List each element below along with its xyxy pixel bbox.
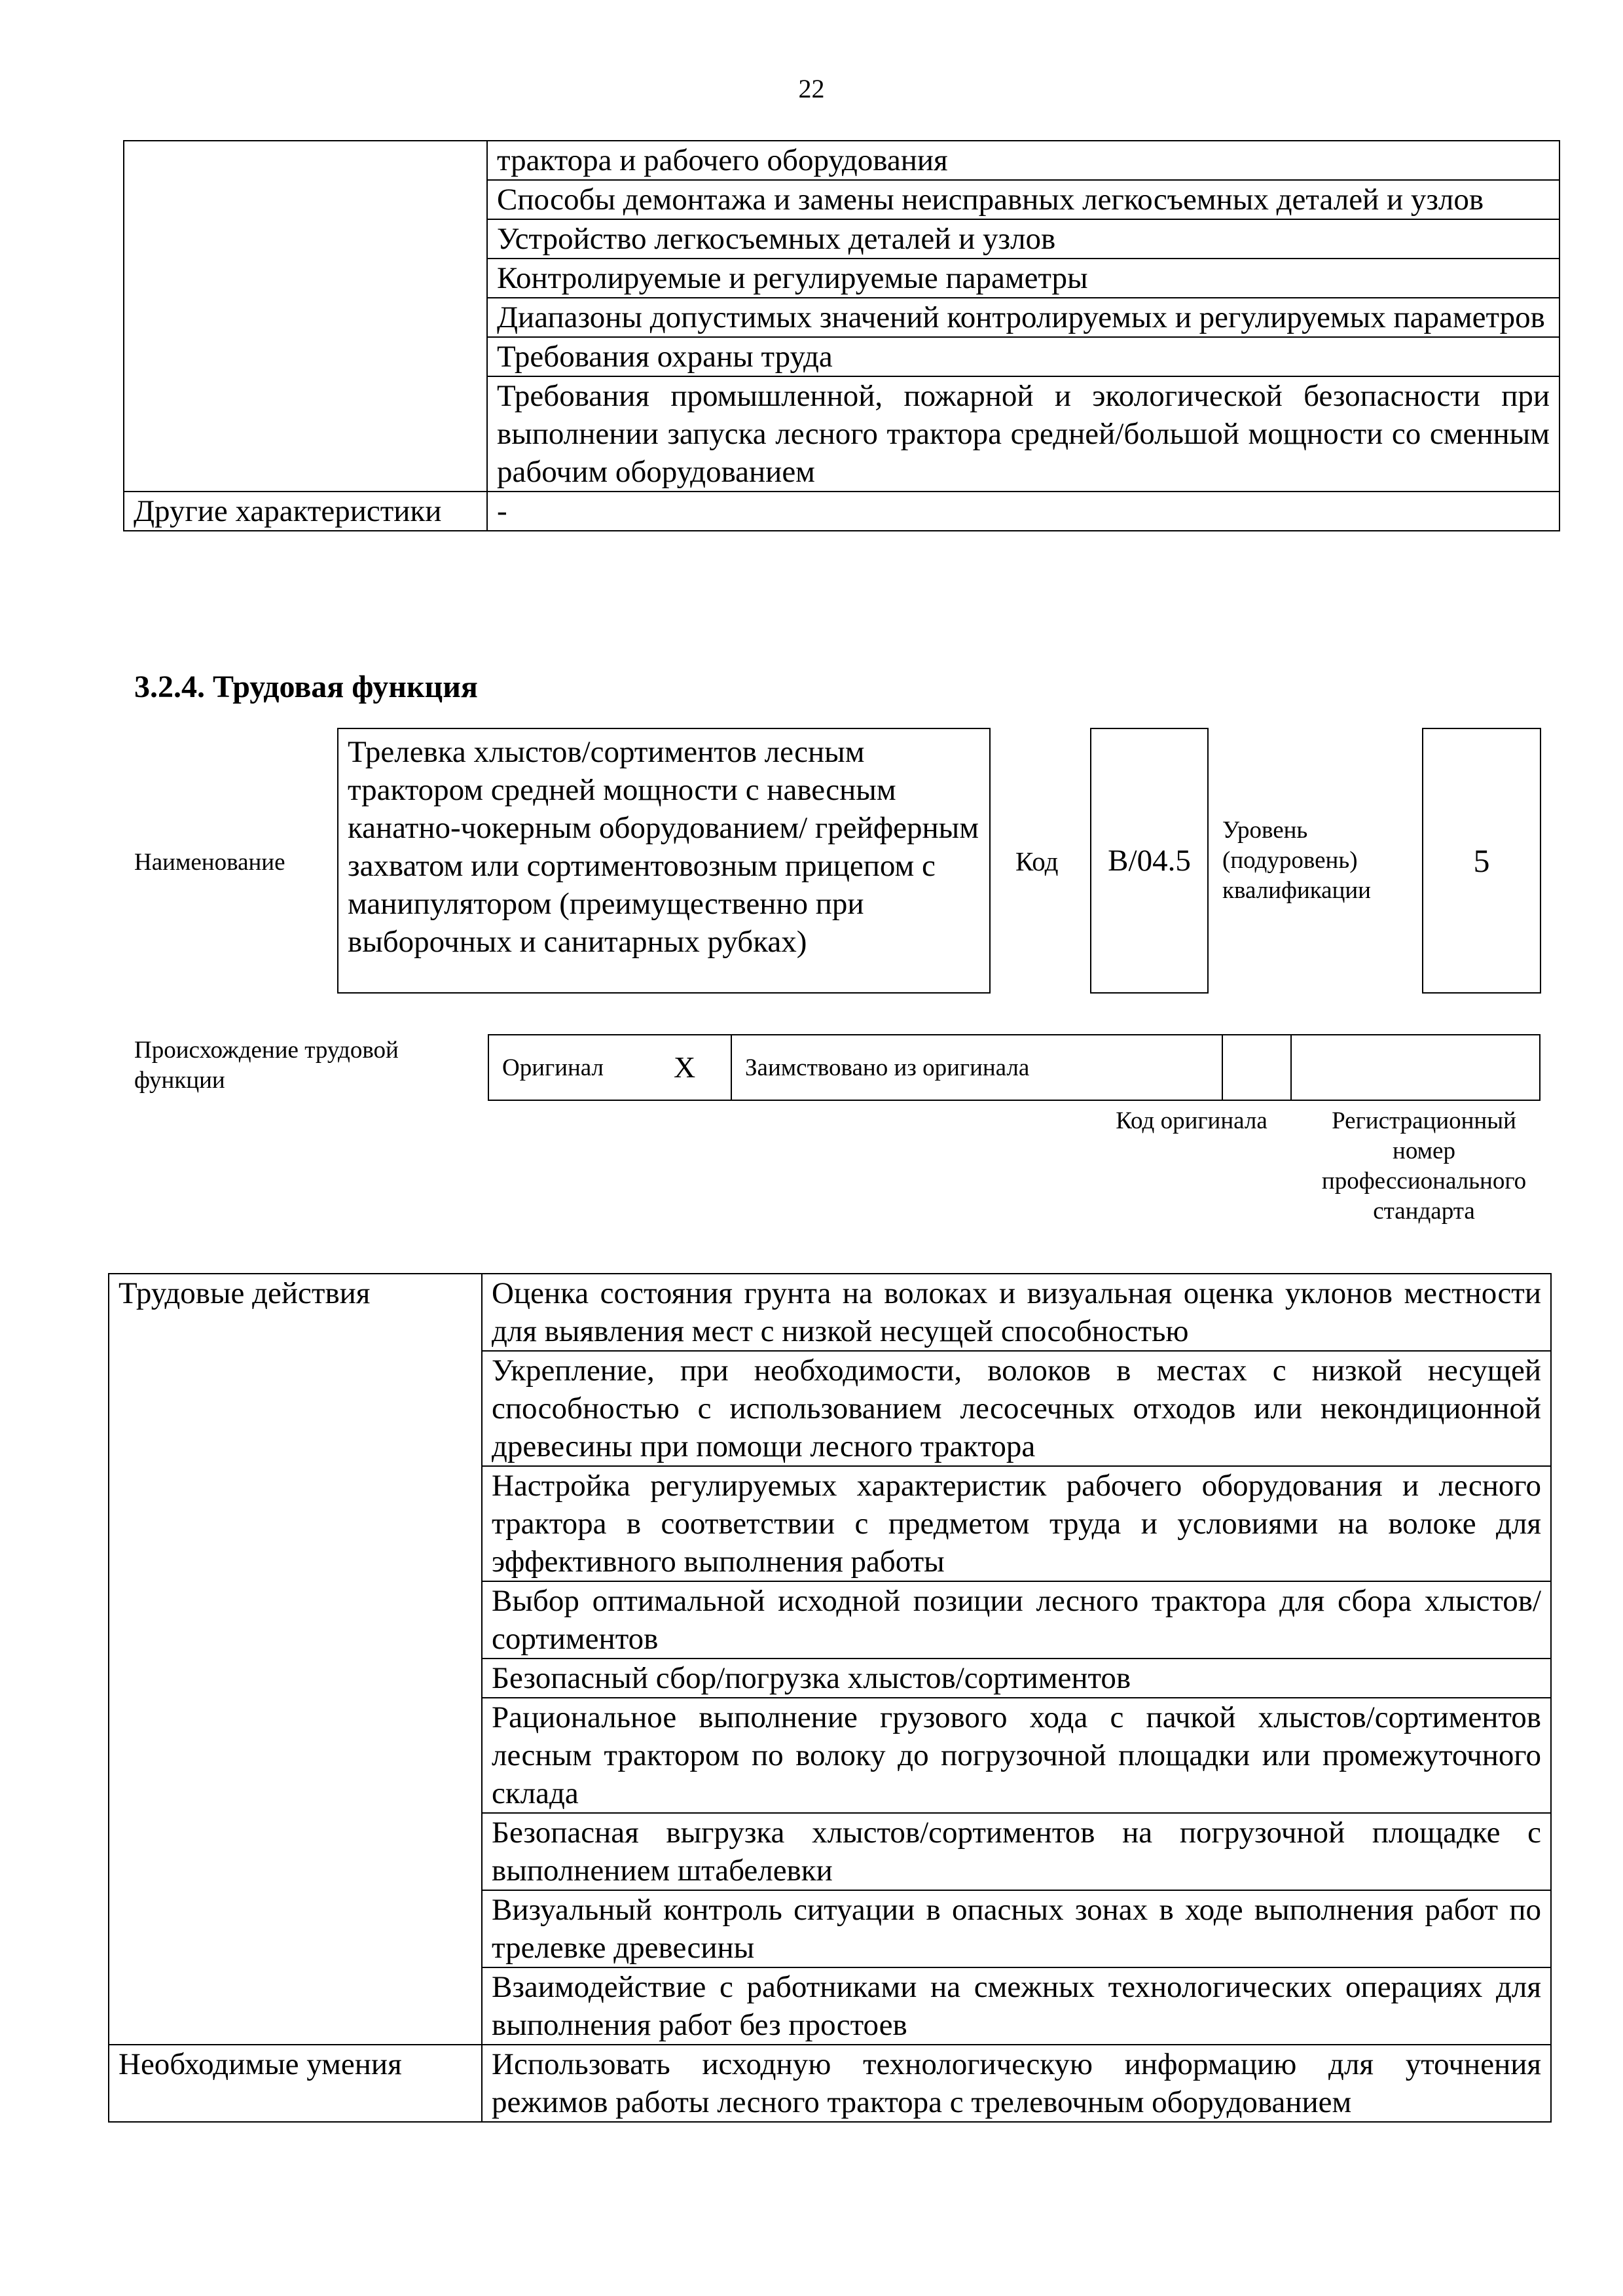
borrowed-cell [732, 1035, 1580, 1100]
table-cell: Способы демонтажа и замены неисправных легкосъемных деталей и узлов [487, 180, 1559, 219]
other-characteristics-value: - [487, 492, 1559, 531]
table-cell: Требования охраны труда [487, 337, 1559, 376]
table-cell: Диапазоны допустимых значений контролируемых и регулируемых параметров [487, 298, 1559, 337]
table-row [124, 141, 1559, 180]
code-box [1090, 728, 1209, 994]
knowledge-label-cell [124, 141, 487, 492]
function-name-box [337, 728, 991, 994]
level-label: Уровень (подуровень) квалификации [1222, 817, 1371, 904]
borrowed-label: Заимствовано из оригинала [745, 1054, 1030, 1081]
table-cell: Оценка состояния грунта на волоках и визуальная оценка уклонов местности для выявления мест с низкой несущей способностью [482, 1274, 1551, 1351]
table-cell: Визуальный контроль ситуации в опасных зонах в ходе выполнения работ по трелевке древесины [482, 1890, 1551, 1967]
original-mark: X [674, 1050, 696, 1084]
level-value: 5 [1473, 842, 1490, 879]
table-cell: Устройство легкосъемных деталей и узлов [487, 219, 1559, 259]
page-number: 22 [798, 74, 825, 103]
code-label: Код [1015, 846, 1059, 876]
original-label: Оригинал [502, 1054, 604, 1081]
name-label: Наименование [134, 849, 285, 876]
origin-label: Происхождение трудовой функции [134, 1037, 399, 1094]
code-original-cell [1222, 1035, 1223, 1100]
table-cell: Укрепление, при необходимости, волоков в местах с низкой несущей способностью с использованием лесосечных отходов или некондиционной древесины при помощи лесного трактора [482, 1351, 1551, 1466]
labor-actions-table [108, 1273, 1552, 2123]
level-box [1422, 728, 1541, 994]
labor-actions-label: Трудовые действия [109, 1274, 482, 2045]
table-cell: Безопасная выгрузка хлыстов/сортиментов на погрузочной площадке с выполнением штабелевки [482, 1813, 1551, 1890]
table-cell: Выбор оптимальной исходной позиции лесного трактора для сбора хлыстов/сортиментов [482, 1581, 1551, 1659]
reg-number-cell [1290, 1035, 1292, 1100]
table-row [109, 2045, 1551, 2122]
required-skills-label: Необходимые умения [109, 2045, 482, 2122]
table-cell: Использовать исходную технологическую информацию для уточнения режимов работы лесного трактора с трелевочным оборудованием [482, 2045, 1551, 2122]
table-cell: Настройка регулируемых характеристик рабочего оборудования и лесного трактора в соответствии с предметом труда и условиями на волоке для эффективного выполнения работы [482, 1466, 1551, 1581]
function-name: Трелевка хлыстов/сортиментов лесным трактором средней мощности с навесным канатно-чокерным оборудованием/ грейферным захватом или сортиментовозным прицепом с манипулятором (преимущественно при выборочных и санитарных рубках) [348, 735, 979, 959]
section-title: 3.2.4. Трудовая функция [134, 670, 478, 704]
other-characteristics-label: Другие характеристики [124, 492, 487, 531]
table-cell: Безопасный сбор/погрузка хлыстов/сортиментов [482, 1659, 1551, 1698]
table-row [109, 1274, 1551, 1351]
origin-box [488, 1034, 1541, 1101]
knowledge-table-continuation [123, 140, 1560, 531]
code-original-caption: Код оригинала [1116, 1107, 1267, 1134]
reg-number-caption: Регистрационный номер профессионального стандарта [1321, 1107, 1527, 1225]
table-row [124, 492, 1559, 531]
table-cell: Требования промышленной, пожарной и экологической безопасности при выполнении запуска лесного трактора средней/большой мощности со сменным рабочим оборудованием [487, 376, 1559, 492]
table-cell: Рациональное выполнение грузового хода с пачкой хлыстов/сортиментов лесным трактором по волоку до погрузочной площадки или промежуточного склада [482, 1698, 1551, 1813]
table-cell: трактора и рабочего оборудования [487, 141, 1559, 180]
original-cell [489, 1035, 732, 1100]
table-cell: Контролируемые и регулируемые параметры [487, 259, 1559, 298]
table-cell: Взаимодействие с работниками на смежных технологических операциях для выполнения работ без простоев [482, 1967, 1551, 2045]
code-value: B/04.5 [1108, 844, 1191, 878]
